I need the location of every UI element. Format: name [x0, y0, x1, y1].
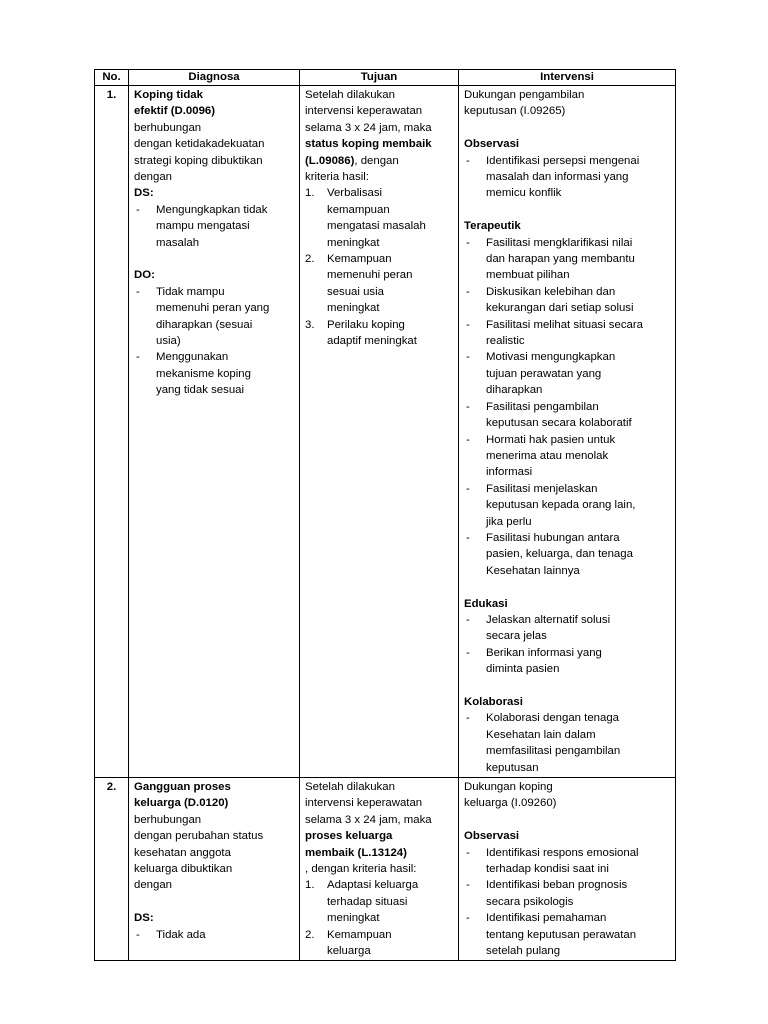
tujuan-text-line: Setelah dilakukan [305, 781, 395, 793]
list-item-line: keputusan secara kolaboratif [486, 417, 632, 430]
list-item-line: mampu mengatasi [156, 220, 250, 233]
edukasi-list [464, 612, 670, 678]
list-item [464, 481, 670, 530]
diagnosa-text-line: dengan ketidakadekuatan [134, 138, 265, 151]
tujuan-text-line: , dengan kriteria hasil: [305, 863, 417, 876]
list-item [464, 612, 670, 645]
list-item [464, 317, 670, 350]
list-item-line: mekanisme koping [156, 367, 251, 380]
tujuan-outcome-line: status koping membaik [305, 138, 432, 151]
list-item [134, 284, 294, 350]
diagnosa-title-line: Koping tidak [134, 89, 203, 101]
list-item [464, 432, 670, 481]
tujuan-cell [300, 778, 459, 961]
list-item [464, 284, 670, 317]
ds-list [134, 202, 294, 251]
list-item-line: meningkat [327, 302, 380, 315]
tujuan-text-line: selama 3 x 24 jam, maka [305, 813, 432, 826]
list-item-line: - Diskusikan kelebihan dan [486, 285, 616, 298]
list-item [464, 845, 670, 878]
list-item-line: - Jelaskan alternatif solusi [486, 613, 611, 626]
list-item-line: - Identifikasi beban prognosis [486, 879, 628, 892]
list-item-line: adaptif meningkat [327, 335, 417, 348]
list-item-line: terhadap kondisi saat ini [486, 863, 609, 876]
tujuan-outcome-code: membaik (L.13124) [305, 846, 407, 859]
list-item-line: mengatasi masalah [327, 220, 426, 233]
list-item-line: Verbalisasi [327, 187, 383, 200]
list-item-line: keluarga [327, 945, 371, 958]
kolaborasi-list [464, 710, 670, 776]
list-item-line: diharapkan [486, 384, 543, 397]
tujuan-text-line: selama 3 x 24 jam, maka [305, 121, 432, 134]
list-item-line: informasi [486, 466, 533, 479]
list-item-line: - Tidak mampu [156, 285, 225, 298]
list-item [464, 877, 670, 910]
list-item-line: meningkat [327, 912, 380, 925]
list-item [464, 153, 670, 202]
observasi-list [464, 153, 670, 202]
list-item [464, 235, 670, 284]
list-item [464, 910, 670, 959]
list-item [134, 349, 294, 398]
list-item-line: - Fasilitasi pengambilan [486, 400, 599, 413]
list-item-line: memenuhi peran [327, 269, 413, 282]
list-item-line: - Identifikasi pemahaman [486, 912, 607, 925]
tujuan-text-line: kriteria hasil: [305, 171, 369, 184]
list-item-line: keputusan kepada orang lain, [486, 499, 636, 512]
intervensi-title-line: Dukungan pengambilan [464, 89, 585, 101]
diagnosa-text-line: dengan perubahan status [134, 830, 264, 843]
list-item-line: Adaptasi keluarga [327, 879, 419, 892]
item-number: 1. [305, 879, 315, 892]
list-item-line: realistic [486, 335, 525, 348]
list-item [305, 251, 453, 317]
diagnosa-text-line: strategi koping dibuktikan [134, 154, 263, 167]
list-item-line: - Hormati hak pasien untuk [486, 433, 616, 446]
list-item-line: - Fasilitasi menjelaskan [486, 482, 598, 495]
tujuan-text-inline: , dengan [354, 154, 399, 167]
terapeutik-label: Terapeutik [464, 220, 521, 233]
diagnosa-text-line: berhubungan [134, 121, 202, 134]
list-item-line: - Fasilitasi melihat situasi secara [486, 318, 643, 331]
list-item-line: pasien, keluarga, dan tenaga [486, 548, 633, 561]
diagnosa-text-line: berhubungan [134, 813, 202, 826]
list-item-line: Kesehatan lain dalam [486, 728, 596, 741]
intervensi-title-line: keluarga (I.09260) [464, 797, 557, 810]
tujuan-outcome-line: proses keluarga [305, 830, 393, 843]
list-item [134, 927, 294, 943]
diagnosa-cell [129, 86, 300, 778]
list-item-line: Perilaku koping [327, 318, 405, 331]
list-item-line: masalah [156, 236, 200, 249]
table-row [95, 778, 676, 961]
list-item-line: - Mengungkapkan tidak [156, 203, 268, 216]
list-item [305, 927, 453, 960]
tujuan-outcome-code: (L.09086) [305, 154, 355, 167]
table-header-row [95, 70, 676, 86]
list-item-line: - Fasilitasi mengklarifikasi nilai [486, 236, 633, 249]
item-number: 1. [305, 187, 315, 200]
ds-label: DS: [134, 187, 154, 200]
diagnosa-title-line: Gangguan proses [134, 781, 231, 793]
do-label: DO: [134, 269, 155, 282]
kriteria-list [305, 877, 453, 959]
list-item-line: sesuai usia [327, 285, 384, 298]
list-item-line: tentang keputusan perawatan [486, 928, 637, 941]
header-diagnosa: Diagnosa [129, 70, 300, 86]
observasi-list [464, 845, 670, 960]
ds-list [134, 927, 294, 943]
tujuan-text-line: intervensi keperawatan [305, 105, 423, 118]
tujuan-text-line: Setelah dilakukan [305, 89, 395, 101]
list-item-line: secara jelas [486, 630, 547, 643]
list-item [305, 317, 453, 350]
list-item-line: Kesehatan lainnya [486, 564, 580, 577]
diagnosa-text-line: dengan [134, 879, 173, 892]
list-item [464, 399, 670, 432]
list-item-line: secara psikologis [486, 895, 574, 908]
terapeutik-list [464, 235, 670, 580]
diagnosa-text-line: kesehatan anggota [134, 846, 231, 859]
list-item-line: jika perlu [486, 515, 532, 528]
list-item-line: memenuhi peran yang [156, 302, 270, 315]
list-item-line: setelah pulang [486, 945, 561, 958]
diagnosa-text-line: keluarga dibuktikan [134, 863, 233, 876]
list-item-line: masalah dan informasi yang [486, 171, 629, 184]
intervensi-title-line: keputusan (I.09265) [464, 105, 566, 118]
list-item [305, 185, 453, 251]
list-item-line: - Fasilitasi hubungan antara [486, 531, 620, 544]
row-number: 1. [95, 86, 129, 778]
list-item-line: diminta pasien [486, 663, 560, 676]
list-item-line: diharapkan (sesuai [156, 318, 253, 331]
header-intervensi: Intervensi [459, 70, 676, 86]
kriteria-list [305, 185, 453, 349]
list-item-line: memfasilitasi pengambilan [486, 745, 621, 758]
list-item [305, 877, 453, 926]
diagnosa-cell [129, 778, 300, 961]
list-item-line: menerima atau menolak [486, 449, 609, 462]
diagnosa-text-line: dengan [134, 171, 173, 184]
list-item-line: keputusan [486, 761, 539, 774]
do-list [134, 284, 294, 399]
list-item-line: Kemampuan [327, 928, 392, 941]
list-item-line: tujuan perawatan yang [486, 367, 602, 380]
list-item-line: - Menggunakan [156, 351, 229, 364]
edukasi-label: Edukasi [464, 597, 508, 610]
intervensi-title-line: Dukungan koping [464, 781, 553, 793]
item-number: 2. [305, 928, 315, 941]
intervensi-cell [459, 778, 676, 961]
list-item [464, 349, 670, 398]
header-tujuan: Tujuan [300, 70, 459, 86]
care-plan-table [94, 69, 676, 961]
list-item-line: kekurangan dari setiap solusi [486, 302, 634, 315]
header-no: No. [95, 70, 129, 86]
list-item-line: usia) [156, 335, 181, 348]
list-item-line: Kemampuan [327, 253, 392, 266]
list-item-line: memicu konflik [486, 187, 562, 200]
item-number: 2. [305, 253, 315, 266]
list-item [464, 530, 670, 579]
observasi-label: Observasi [464, 138, 520, 151]
kolaborasi-label: Kolaborasi [464, 695, 523, 708]
list-item-line: kemampuan [327, 203, 390, 216]
table-row [95, 86, 676, 778]
row-number: 2. [95, 778, 129, 961]
diagnosa-title-line: efektif (D.0096) [134, 105, 216, 118]
item-number: 3. [305, 318, 315, 331]
list-item [464, 710, 670, 776]
list-item-line: yang tidak sesuai [156, 384, 245, 397]
observasi-label: Observasi [464, 830, 520, 843]
list-item-line: - Berikan informasi yang [486, 646, 602, 659]
list-item-line: - Identifikasi persepsi mengenai [486, 154, 640, 167]
list-item [464, 645, 670, 678]
list-item-line: - Motivasi mengungkapkan [486, 351, 616, 364]
list-item-line: membuat pilihan [486, 269, 570, 282]
list-item-line: - Kolaborasi dengan tenaga [486, 712, 620, 725]
list-item-line: - Tidak ada [156, 928, 206, 941]
list-item [134, 202, 294, 251]
list-item-line: meningkat [327, 236, 380, 249]
intervensi-cell [459, 86, 676, 778]
list-item-line: - Identifikasi respons emosional [486, 846, 639, 859]
list-item-line: terhadap situasi [327, 895, 408, 908]
tujuan-text-line: intervensi keperawatan [305, 797, 423, 810]
tujuan-cell [300, 86, 459, 778]
diagnosa-title-line: keluarga (D.0120) [134, 797, 229, 810]
ds-label: DS: [134, 912, 154, 925]
list-item-line: dan harapan yang membantu [486, 253, 635, 266]
